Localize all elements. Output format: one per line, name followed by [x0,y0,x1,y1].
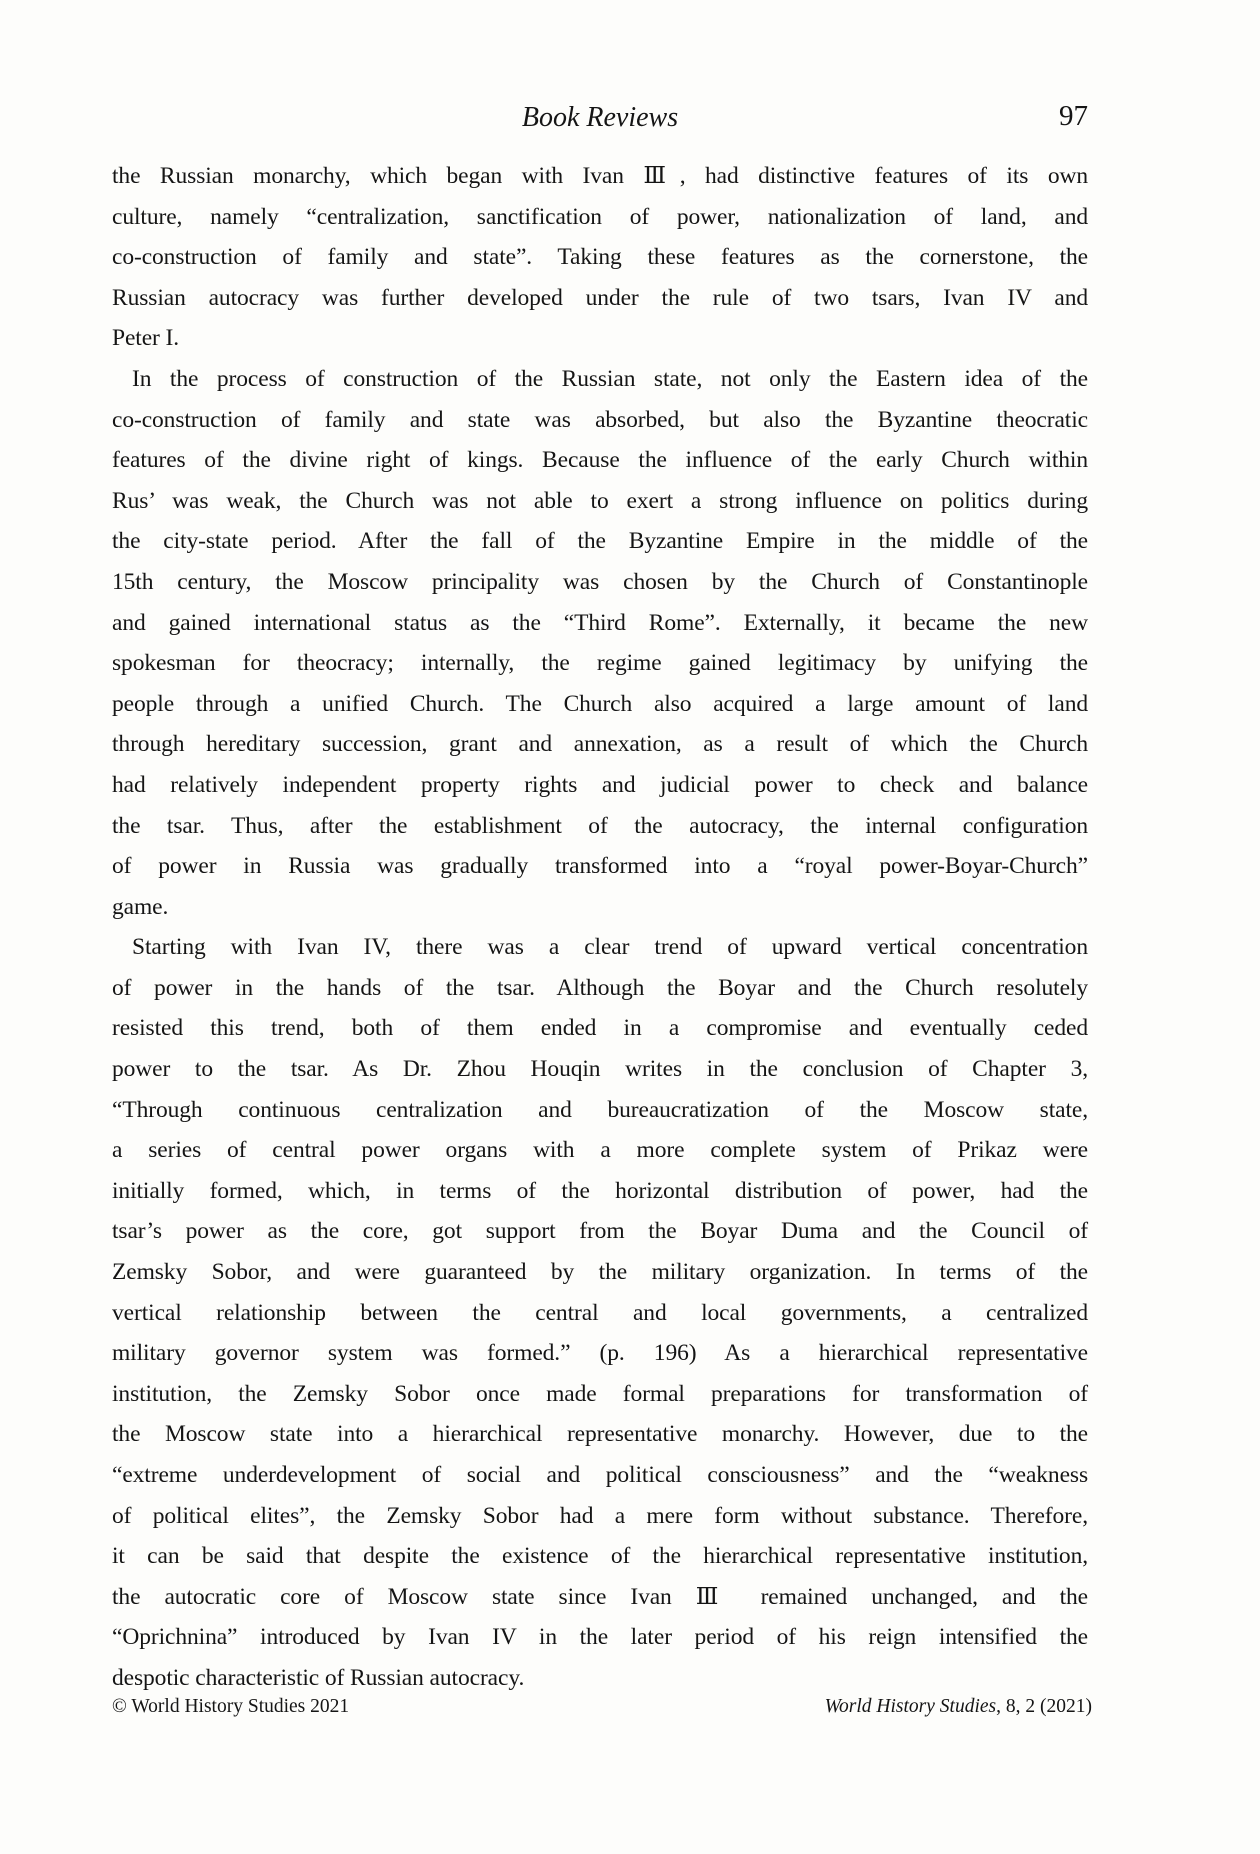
copyright-notice: © World History Studies 2021 [112,1696,350,1717]
text-line: and gained international status as the “Third Rome”. Externally, it became the new [112,609,1088,636]
text-line: through hereditary succession, grant and annexation, as a result of which the Church [112,731,1088,758]
text-line: co-construction of family and state was absorbed, but also the Byzantine theocratic [112,406,1088,433]
text-line: “extreme underdevelopment of social and political consciousness” and the “weakness [112,1462,1088,1488]
text-line: power to the tsar. As Dr. Zhou Houqin writes in the conclusion of Chapter 3, [112,1056,1088,1083]
text-line: resisted this trend, both of them ended in a compromise and eventually ceded [112,1015,1088,1042]
text-line: co-construction of family and state”. Taking these features as the cornerstone, the [112,244,1088,271]
text-line: a series of central power organs with a more complete system of Prikaz were [112,1137,1088,1164]
text-line: initially formed, which, in terms of the horizontal distribution of power, had the [112,1177,1088,1204]
text-line: of power in the hands of the tsar. Although the Boyar and the Church resolutely [112,974,1088,1001]
text-line: the tsar. Thus, after the establishment of the autocracy, the internal configuration [112,812,1088,839]
text-line: Rus’ was weak, the Church was not able to exert a strong influence on politics during [112,487,1088,514]
text-line: the Russian monarchy, which began with Ivan Ⅲ, had distinctive features of its own [112,163,1088,189]
page-number: 97 [1059,100,1088,132]
text-line: Peter I. [112,325,180,352]
text-line: In the process of construction of the Russian state, not only the Eastern idea of the [132,365,1088,392]
text-line: of political elites”, the Zemsky Sobor had a mere form without substance. Therefore, [112,1502,1088,1529]
text-line: tsar’s power as the core, got support from the Boyar Duma and the Council of [112,1218,1088,1245]
text-line: Russian autocracy was further developed under the rule of two tsars, Ivan IV and [112,284,1088,311]
page-header [112,100,1088,136]
text-line: military governor system was formed.” (p. 196) As a hierarchical representative [112,1340,1088,1367]
text-line: 15th century, the Moscow principality was chosen by the Church of Constantinople [112,568,1088,595]
paragraph [112,927,1088,1698]
text-line: the Moscow state into a hierarchical representative monarchy. However, due to the [112,1421,1088,1448]
journal-issue-info: , 8, 2 (2021) [996,1696,1092,1717]
text-line: game. [112,893,169,920]
text-line: the city-state period. After the fall of the Byzantine Empire in the middle of the [112,528,1088,555]
journal-title: World History Studies [824,1696,997,1717]
text-line: spokesman for theocracy; internally, the regime gained legitimacy by unifying the [112,650,1088,677]
text-line: Starting with Ivan IV, there was a clear trend of upward vertical concentration [132,934,1088,961]
text-line: it can be said that despite the existence of the hierarchical representative institution, [112,1543,1088,1570]
text-line: of power in Russia was gradually transformed into a “royal power-Boyar-Church” [112,853,1088,880]
page-content [112,100,1088,1699]
paragraph [112,359,1088,927]
text-line: “Through continuous centralization and bureaucratization of the Moscow state, [112,1096,1088,1123]
journal-citation [825,1694,1092,1720]
text-line: vertical relationship between the central and local governments, a centralized [112,1299,1088,1326]
text-line: despotic characteristic of Russian autocracy. [112,1664,525,1691]
running-head-title: Book Reviews [521,102,679,133]
text-line: institution, the Zemsky Sobor once made formal preparations for transformation of [112,1380,1088,1407]
text-line: had relatively independent property rights and judicial power to check and balance [112,771,1088,798]
text-line: “Oprichnina” introduced by Ivan IV in the later period of his reign intensified the [112,1624,1088,1651]
paragraph [112,156,1088,359]
text-line: people through a unified Church. The Church also acquired a large amount of land [112,690,1088,717]
text-line: features of the divine right of kings. Because the influence of the early Church within [112,447,1088,474]
page-footer [112,1694,1092,1720]
text-line: the autocratic core of Moscow state since Ivan Ⅲ remained unchanged, and the [112,1583,1088,1610]
body-text [112,156,1088,1699]
text-line: Zemsky Sobor, and were guaranteed by the military organization. In terms of the [112,1259,1088,1286]
text-line: culture, namely “centralization, sanctification of power, nationalization of land, and [112,203,1088,230]
